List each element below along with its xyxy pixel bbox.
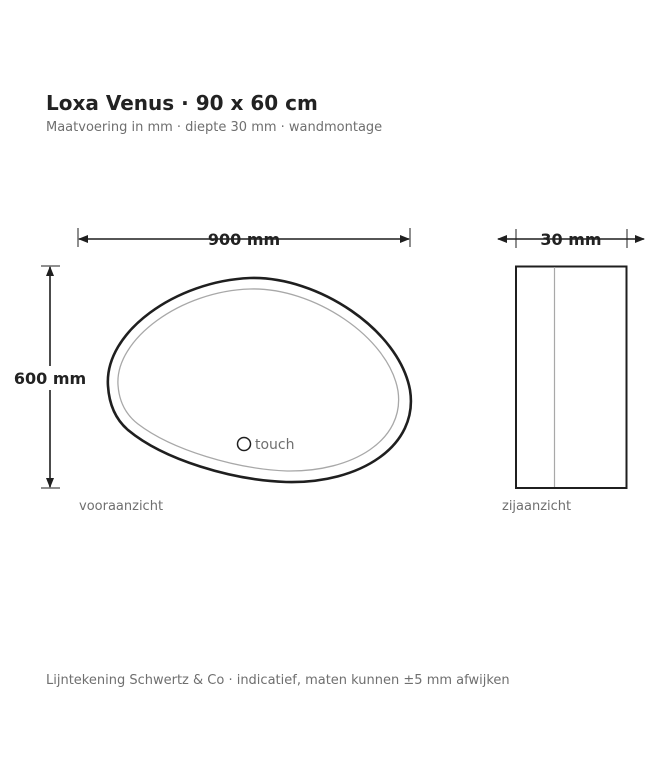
width-label: 900 mm [207, 230, 281, 249]
front-view-label: vooraanzicht [79, 499, 164, 514]
depth-label: 30 mm [540, 230, 602, 249]
touch-label: touch [255, 437, 295, 453]
width-dimension [78, 228, 410, 249]
side-view [498, 229, 644, 514]
page-subtitle: Maatvoering in mm · diepte 30 mm · wandmontage [46, 120, 383, 135]
depth-dimension [498, 229, 644, 249]
side-view-label: zijaanzicht [502, 499, 572, 514]
footer-note: Lijntekening Schwertz & Co · indicatief, maten kunnen ±5 mm afwijken [46, 673, 510, 688]
page-title: Loxa Venus · 90 x 60 cm [46, 91, 318, 115]
touch-sensor [238, 437, 295, 453]
side-view-body [516, 267, 627, 489]
touch-sensor-icon [238, 438, 251, 451]
front-view [14, 228, 411, 514]
height-label: 600 mm [13, 369, 87, 388]
height-dimension [14, 266, 86, 488]
